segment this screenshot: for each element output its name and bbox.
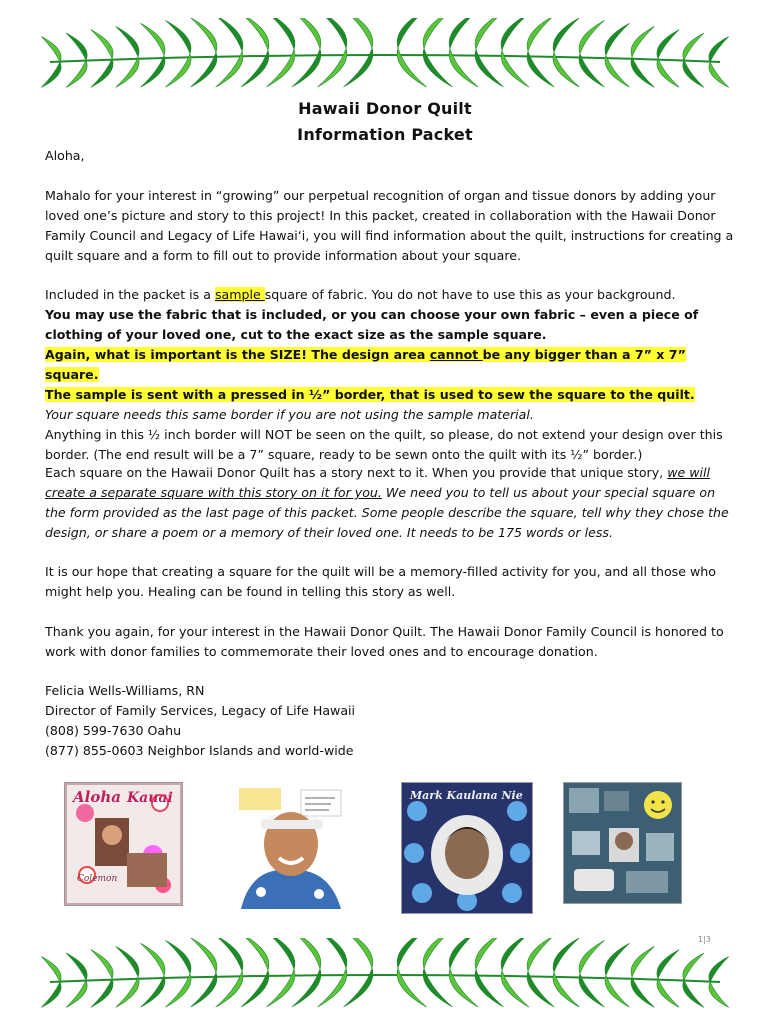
garland-leaf (657, 950, 679, 979)
garland-leaf (631, 57, 654, 87)
garland-leaf (116, 57, 139, 87)
garland-leaf (657, 30, 679, 59)
garland-leaf (216, 18, 243, 51)
garland-leaf (423, 18, 452, 48)
garland-leaf (292, 18, 321, 49)
garland-leaf (116, 977, 139, 1007)
photo-3-text-name: Mark Kaulana Nie (410, 789, 523, 802)
garland-leaf (501, 938, 529, 970)
garland-leaf (709, 957, 729, 983)
garland-leaf (709, 982, 729, 1008)
garland-leaf (116, 26, 139, 56)
border-note: Your square needs this same border if you are not using the sample material. (45, 407, 534, 422)
garland-leaf (423, 968, 452, 1007)
garland-leaf (318, 48, 347, 87)
quilt-square-photo-1 (64, 782, 183, 906)
garland-leaf (683, 953, 704, 980)
garland-leaf (141, 975, 165, 1007)
photo-1-text-aloha: Aloha (73, 788, 121, 806)
garland-leaf (605, 975, 629, 1007)
quilt-square-photo-2 (231, 782, 348, 909)
garland-leaf (475, 18, 504, 49)
garland-leaf (683, 980, 704, 1007)
garland-leaf (66, 33, 87, 60)
garland-leaf (343, 18, 372, 48)
garland-leaf (318, 18, 347, 48)
garland-leaf (657, 979, 679, 1008)
phone-oahu: (808) 599-7630 Oahu (45, 723, 182, 738)
garland-leaf (266, 938, 295, 969)
quilt-square-photo-4 (563, 782, 682, 904)
garland-leaf (292, 938, 321, 969)
garland-leaf (449, 938, 478, 969)
garland-leaf (343, 48, 372, 87)
garland-leaf (165, 940, 191, 973)
garland-leaf (141, 55, 165, 87)
garland-leaf (216, 938, 243, 971)
garland-leaf (475, 938, 504, 969)
garland-leaf (579, 20, 605, 53)
garland-leaf (553, 18, 579, 52)
leaf-garland-top (40, 18, 730, 98)
garland-leaf (165, 20, 191, 53)
garland-leaf (423, 938, 452, 968)
garland-leaf (91, 979, 113, 1008)
garland-leaf (116, 946, 139, 976)
garland-leaf (631, 977, 654, 1007)
page-title (0, 96, 770, 148)
page-number: 1|3 (698, 935, 711, 944)
garland-leaf (266, 18, 295, 49)
garland-leaf (709, 37, 729, 63)
thanks-paragraph: Thank you again, for your interest in the Hawaii Donor Quilt. The Hawaii Donor Family Council is honored to work with donor families to commemorate their loved ones and to encourage donation. (45, 624, 724, 659)
garland-leaf (631, 26, 654, 56)
garland-leaf (657, 59, 679, 88)
garland-leaf (397, 18, 426, 48)
garland-leaf (41, 982, 61, 1008)
garland-leaf (66, 953, 87, 980)
garland-leaf (527, 18, 554, 51)
included-section: Included in the packet is a sample square of fabric. You do not have to use this as your background. You may use the fabric that is included, or you can choose your own fabric – even a piece of clothing of your loved one, cut to the exact size as the sample square. Again, what is important is the SIZE! The design area cannot be any bigger than a 7” x 7” square. The sample is sent with a pressed in ½” border, that is used to sew the square to the quilt. Your square needs this same border if you are not using the sample material. Anything in this ½ inch border will NOT be seen on the quilt, so please, do not extend your design over this border. (The end result will be a 7” square, ready to be sewn onto the quilt with its ½” border.) (45, 285, 735, 465)
garland-leaf (91, 59, 113, 88)
garland-leaf (191, 938, 217, 972)
phone-worldwide: (877) 855-0603 Neighbor Islands and world-wide (45, 743, 354, 758)
garland-leaf (397, 48, 426, 87)
garland-leaf (241, 18, 269, 50)
garland-leaf (683, 60, 704, 87)
photo-1-text-kauai: Kauai (127, 790, 173, 806)
garland-leaf (141, 943, 165, 975)
garland-leaf (66, 980, 87, 1007)
garland-leaf (91, 950, 113, 979)
story-paragraph: Each square on the Hawaii Donor Quilt has a story next to it. When you provide that unique story, we will create a separate square with this story on it for you. We need you to tell us about your special square on the form provided as the last page of this packet. Some people describe the square, tell why they chose the design, or share a poem or a memory of their loved one. It needs to be 175 words or less. (45, 465, 729, 540)
garland-leaf (41, 37, 61, 63)
garland-leaf (318, 938, 347, 968)
garland-leaf (343, 968, 372, 1007)
garland-leaf (631, 946, 654, 976)
garland-leaf (527, 938, 554, 971)
garland-leaf (605, 23, 629, 55)
garland-leaf (141, 23, 165, 55)
fabric-instructions: You may use the fabric that is included, or you can choose your own fabric – even a piece of clothing of your loved one, cut to the exact size as the sample square. (45, 307, 699, 342)
garland-leaf (553, 938, 579, 972)
signature-role: Director of Family Services, Legacy of Life Hawaii (45, 703, 356, 718)
size-requirement: Again, what is important is the SIZE! The design area cannot be any bigger than a 7” x 7” square. The sample is sent with a pressed in ½” border, that is used to sew the square to the quilt. (45, 347, 695, 402)
garland-leaf (318, 968, 347, 1007)
garland-leaf (343, 938, 372, 968)
hope-paragraph: It is our hope that creating a square for the quilt will be a memory-filled activity for you, and all those who might help you. Healing can be found in telling this story as well. (45, 564, 716, 599)
photo-1-text-name: Colemon (77, 874, 118, 884)
signature-block (45, 681, 735, 761)
garland-leaf (579, 940, 605, 973)
title-line-1: Hawaii Donor Quilt (298, 99, 472, 118)
border-instructions: Anything in this ½ inch border will NOT be seen on the quilt, so please, do not extend your design over this border. (The end result will be a 7” square, ready to be sewn onto the quilt with its ½” border.) (45, 427, 723, 462)
garland-leaf (397, 968, 426, 1007)
garland-leaf (397, 938, 426, 968)
signature-name: Felicia Wells-Williams, RN (45, 683, 205, 698)
garland-leaf (191, 18, 217, 52)
garland-stem (50, 975, 720, 982)
garland-leaf (709, 62, 729, 88)
garland-leaf (605, 55, 629, 87)
garland-leaf (501, 18, 529, 50)
title-line-2: Information Packet (297, 125, 473, 144)
greeting: Aloha, (45, 148, 85, 163)
garland-leaf (66, 60, 87, 87)
garland-leaf (605, 943, 629, 975)
garland-leaf (241, 938, 269, 970)
quilt-square-photo-3 (401, 782, 533, 914)
garland-leaf (423, 48, 452, 87)
garland-leaf (683, 33, 704, 60)
leaf-garland-bottom (40, 938, 730, 1018)
garland-leaf (449, 18, 478, 49)
garland-leaf (41, 62, 61, 88)
intro-paragraph: Mahalo for your interest in “growing” our perpetual recognition of organ and tissue donors by adding your loved one’s picture and story to this project! In this packet, created in collaboration with the Hawaii Donor Family Council and Legacy of Life Hawai‘i, you will find information about the quilt, instructions for creating a quilt square and a form to fill out to provide information about your square. (45, 188, 734, 263)
garland-stem (50, 55, 720, 62)
sample-word: sample (214, 287, 265, 302)
garland-leaf (41, 957, 61, 983)
garland-leaf (91, 30, 113, 59)
